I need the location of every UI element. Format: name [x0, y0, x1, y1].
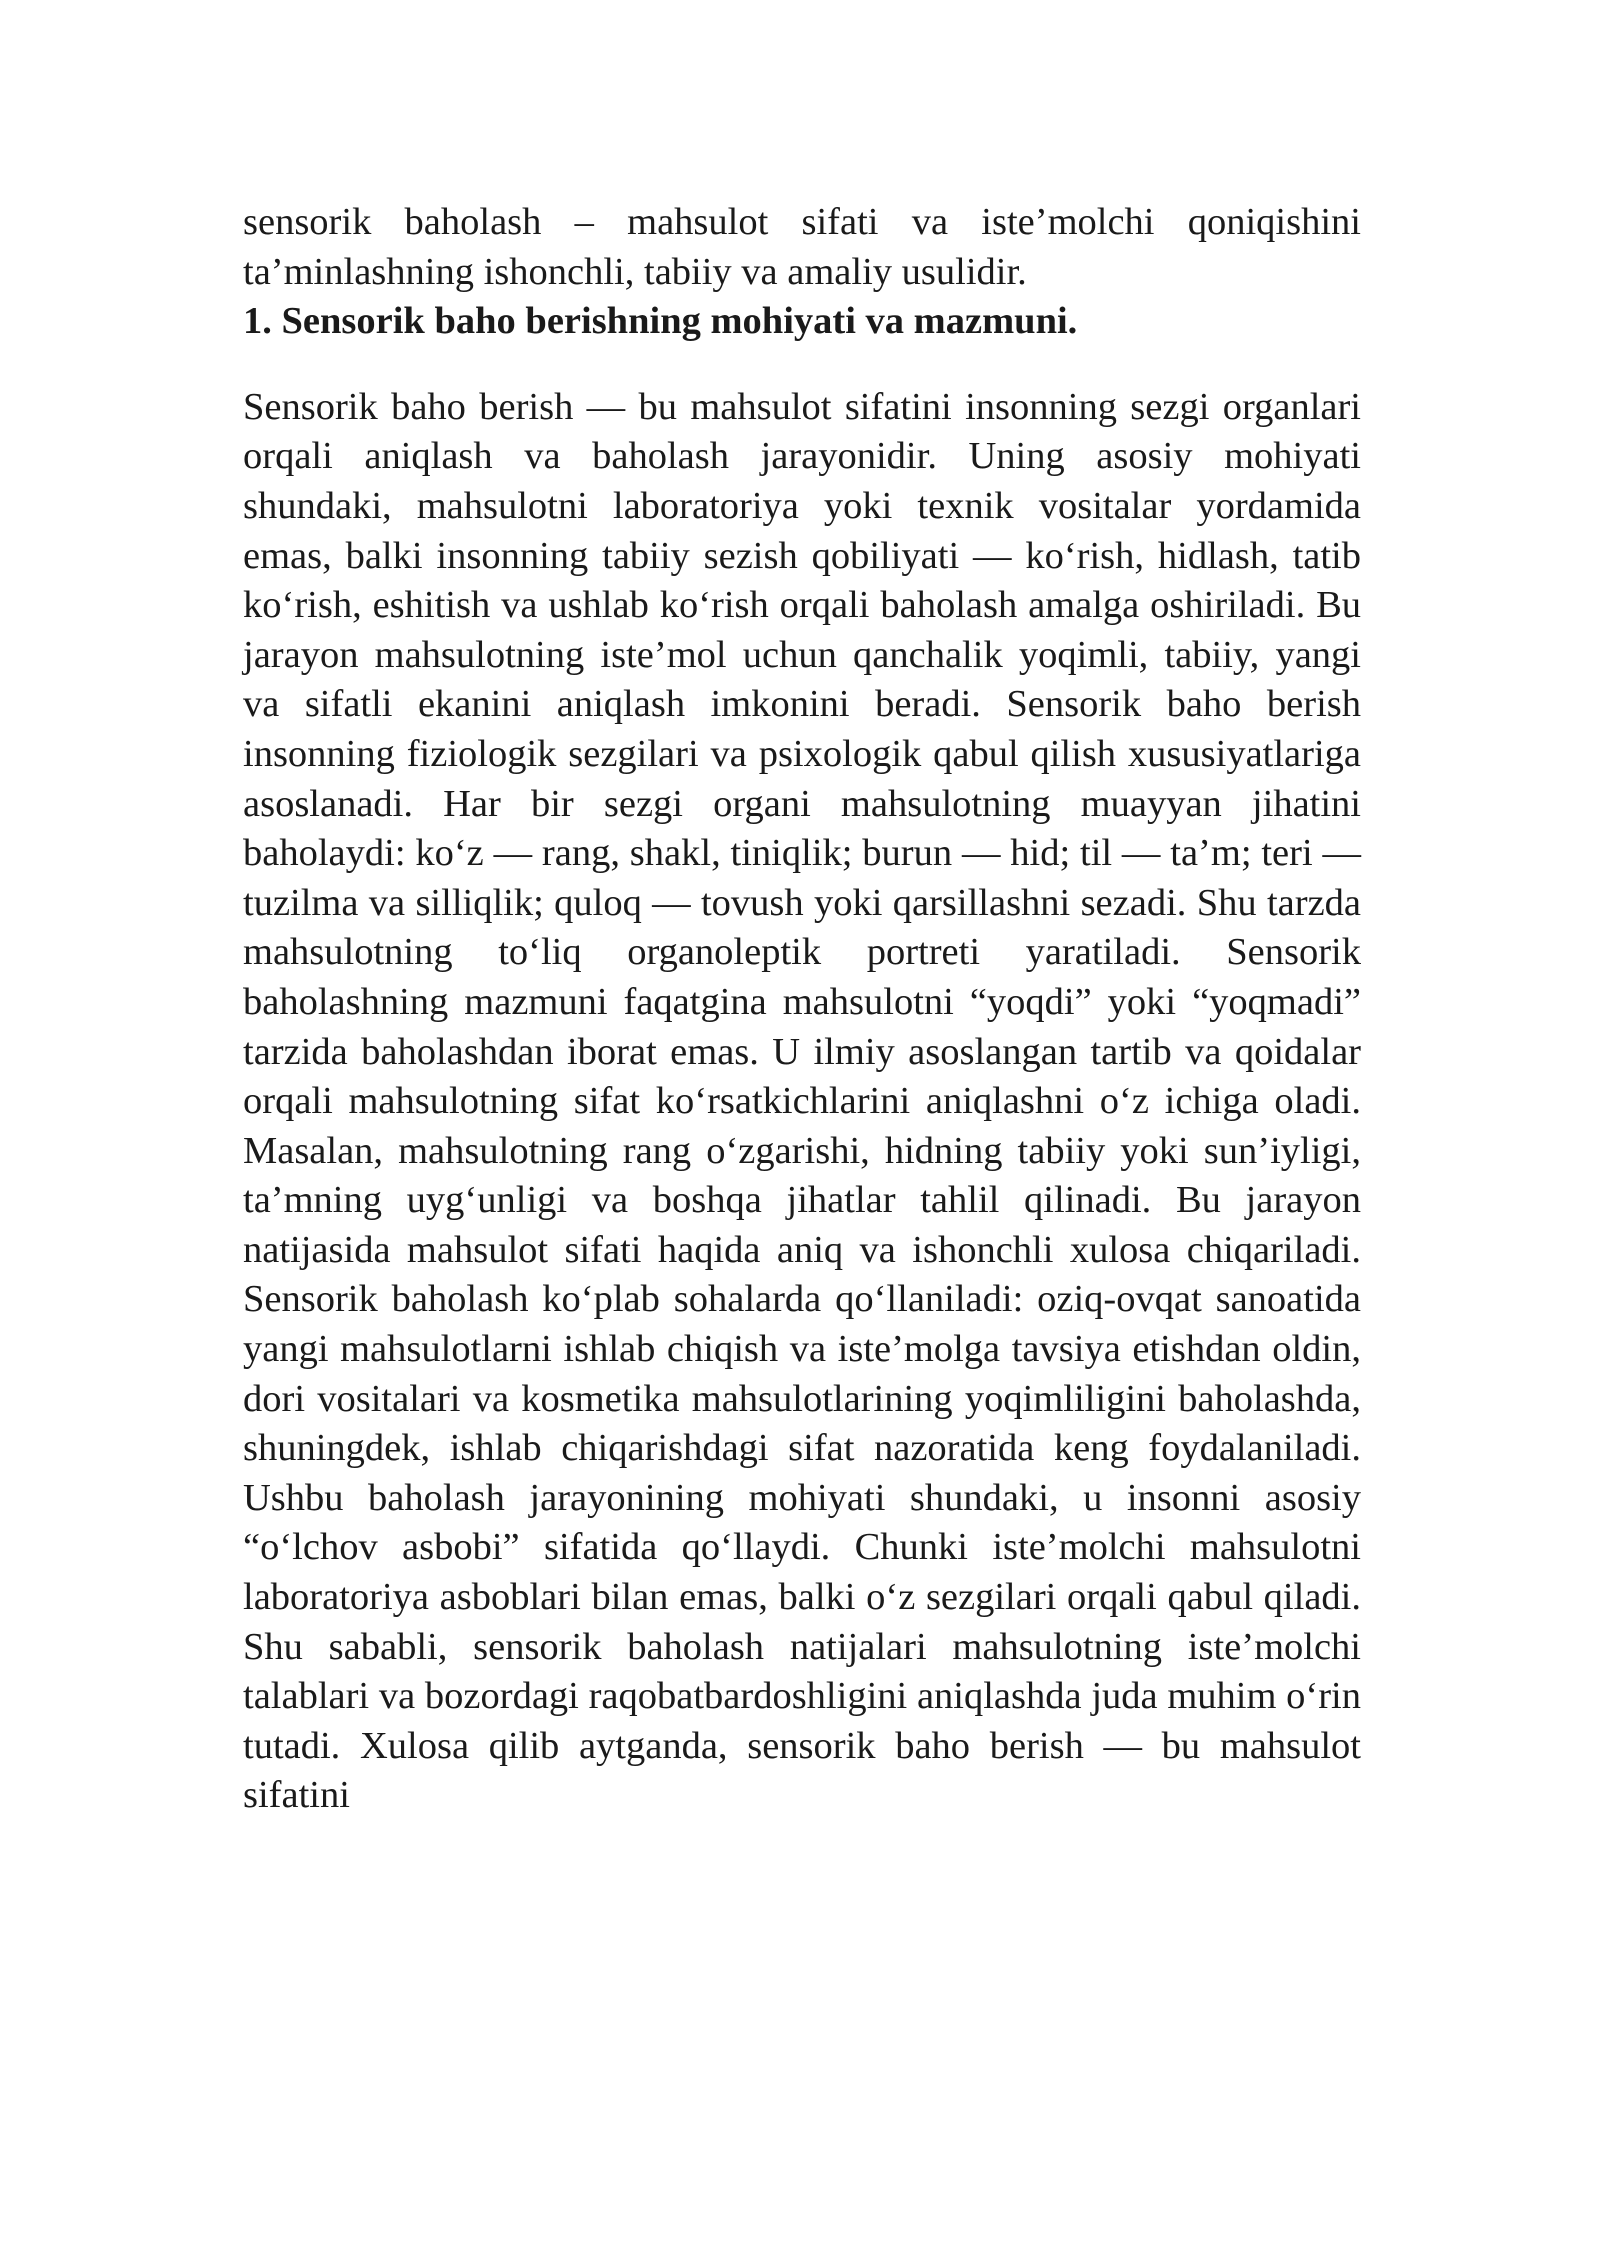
intro-paragraph: sensorik baholash – mahsulot sifati va iste’molchi qoniqishini ta’minlashning ishonchli, tabiiy va amaliy usulidir.: [243, 201, 1361, 293]
page-content: [243, 198, 1361, 1821]
section-heading: 1. Sensorik baho berishning mohiyati va mazmuni.: [243, 300, 1078, 343]
body-paragraph: Sensorik baho berish — bu mahsulot sifatini insonning sezgi organlari orqali aniqlash va baholash jarayonidir. Uning asosiy mohiyati shundaki, mahsulotni laboratoriya yoki texnik vositalar yordamida emas, balki insonning tabiiy sezish qobiliyati — ko‘rish, hidlash, tatib ko‘rish, eshitish va ushlab ko‘rish orqali baholash amalga oshiriladi. Bu jarayon mahsulotning iste’mol uchun qanchalik yoqimli, tabiiy, yangi va sifatli ekanini aniqlash imkonini beradi. Sensorik baho berish insonning fiziologik sezgilari va psixologik qabul qilish xususiyatlariga asoslanadi. Har bir sezgi organi mahsulotning muayyan jihatini baholaydi: ko‘z — rang, shakl, tiniqlik; burun — hid; til — ta’m; teri — tuzilma va silliqlik; quloq — tovush yoki qarsillashni sezadi. Shu tarzda mahsulotning to‘liq organoleptik portreti yaratiladi. Sensorik baholashning mazmuni faqatgina mahsulotni “yoqdi” yoki “yoqmadi” tarzida baholashdan iborat emas. U ilmiy asoslangan tartib va qoidalar orqali mahsulotning sifat ko‘rsatkichlarini aniqlashni o‘z ichiga oladi. Masalan, mahsulotning rang o‘zgarishi, hidning tabiiy yoki sun’iyligi, ta’mning uyg‘unligi va boshqa jihatlar tahlil qilinadi. Bu jarayon natijasida mahsulot sifati haqida aniq va ishonchli xulosa chiqariladi. Sensorik baholash ko‘plab sohalarda qo‘llaniladi: oziq-ovqat sanoatida yangi mahsulotlarni ishlab chiqish va iste’molga tavsiya etishdan oldin, dori vositalari va kosmetika mahsulotlarining yoqimliligini baholashda, shuningdek, ishlab chiqarishdagi sifat nazoratida keng foydalaniladi. Ushbu baholash jarayonining mohiyati shundaki, u insonni asosiy “o‘lchov asbobi” sifatida qo‘llaydi. Chunki iste’molchi mahsulotni laboratoriya asboblari bilan emas, balki o‘z sezgilari orqali qabul qiladi. Shu sababli, sensorik baholash natijalari mahsulotning iste’molchi talablari va bozordagi raqobatbardoshligini aniqlashda juda muhim o‘rin tutadi. Xulosa qilib aytganda, sensorik baho berish — bu mahsulot sifatini: [243, 385, 1361, 1817]
